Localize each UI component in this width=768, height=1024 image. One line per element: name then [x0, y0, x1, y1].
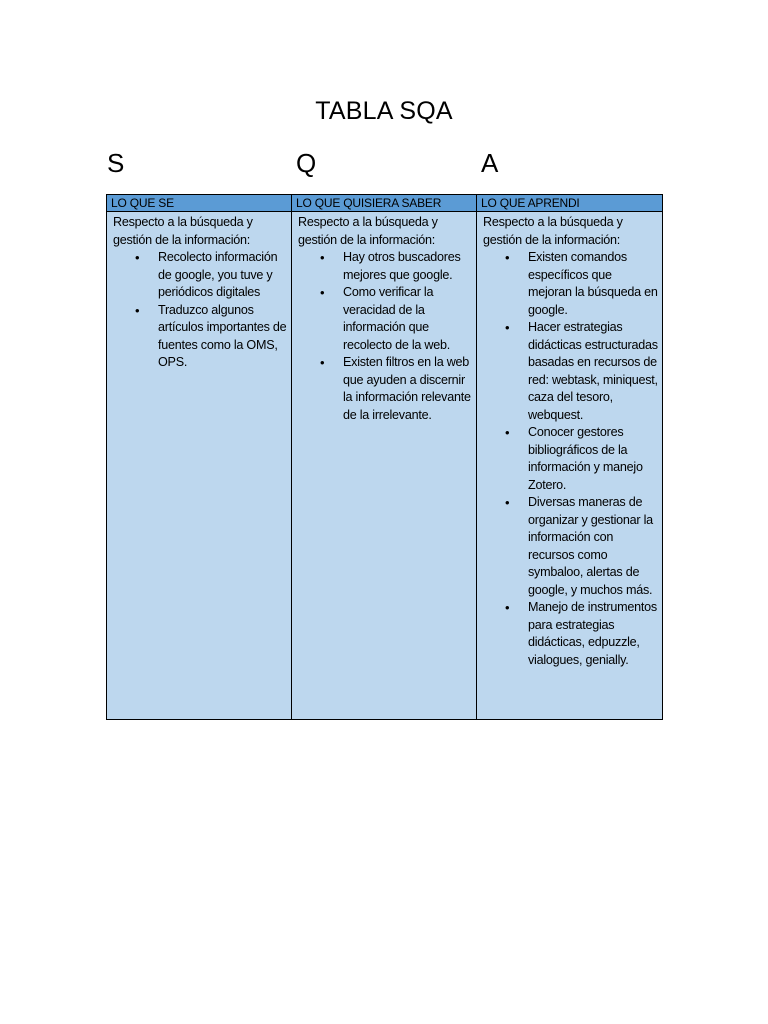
- list-item: • Conocer gestores bibliográficos de la información y manejo Zotero.: [528, 424, 658, 494]
- header-lo-que-aprendi: LO QUE APRENDI: [477, 195, 663, 212]
- cell-lo-que-aprendi: [477, 212, 663, 720]
- bullet-list: [113, 249, 287, 372]
- letter-a-heading: A: [481, 148, 499, 178]
- table-row: [107, 212, 663, 720]
- list-item: • Como verificar la veracidad de la información que recolecto de la web.: [343, 284, 472, 354]
- cell-lo-que-se: [107, 212, 292, 720]
- bullet-list: [483, 249, 658, 669]
- cell-lo-que-quisiera-saber: [292, 212, 477, 720]
- list-item: • Hay otros buscadores mejores que google.: [343, 249, 472, 284]
- list-item: • Manejo de instrumentos para estrategias didácticas, edpuzzle, vialogues, genially.: [528, 599, 658, 669]
- list-item: • Existen comandos específicos que mejoran la búsqueda en google.: [528, 249, 658, 319]
- list-item: • Existen filtros en la web que ayuden a discernir la información relevante de la irrelevante.: [343, 354, 472, 424]
- sqa-table: [106, 194, 663, 720]
- letter-q-heading: Q: [296, 148, 317, 178]
- list-item: • Traduzco algunos artículos importantes de fuentes como la OMS, OPS.: [158, 302, 287, 372]
- list-item: • Recolecto información de google, you tuve y periódicos digitales: [158, 249, 287, 302]
- cell-intro-text: Respecto a la búsqueda y gestión de la información:: [298, 215, 438, 247]
- list-item: • Diversas maneras de organizar y gestionar la información con recursos como symbaloo, alertas de google, y muchos más.: [528, 494, 658, 599]
- letter-s-heading: S: [107, 148, 125, 178]
- table-header-row: [107, 195, 663, 212]
- cell-intro-text: Respecto a la búsqueda y gestión de la información:: [113, 215, 253, 247]
- list-item: • Hacer estrategias didácticas estructuradas basadas en recursos de red: webtask, miniquest, caza del tesoro, webquest.: [528, 319, 658, 424]
- header-lo-que-quisiera-saber: LO QUE QUISIERA SABER: [292, 195, 477, 212]
- header-lo-que-se: LO QUE SE: [107, 195, 292, 212]
- bullet-list: [298, 249, 472, 424]
- page-title: TABLA SQA: [315, 97, 453, 125]
- cell-intro-text: Respecto a la búsqueda y gestión de la información:: [483, 215, 623, 247]
